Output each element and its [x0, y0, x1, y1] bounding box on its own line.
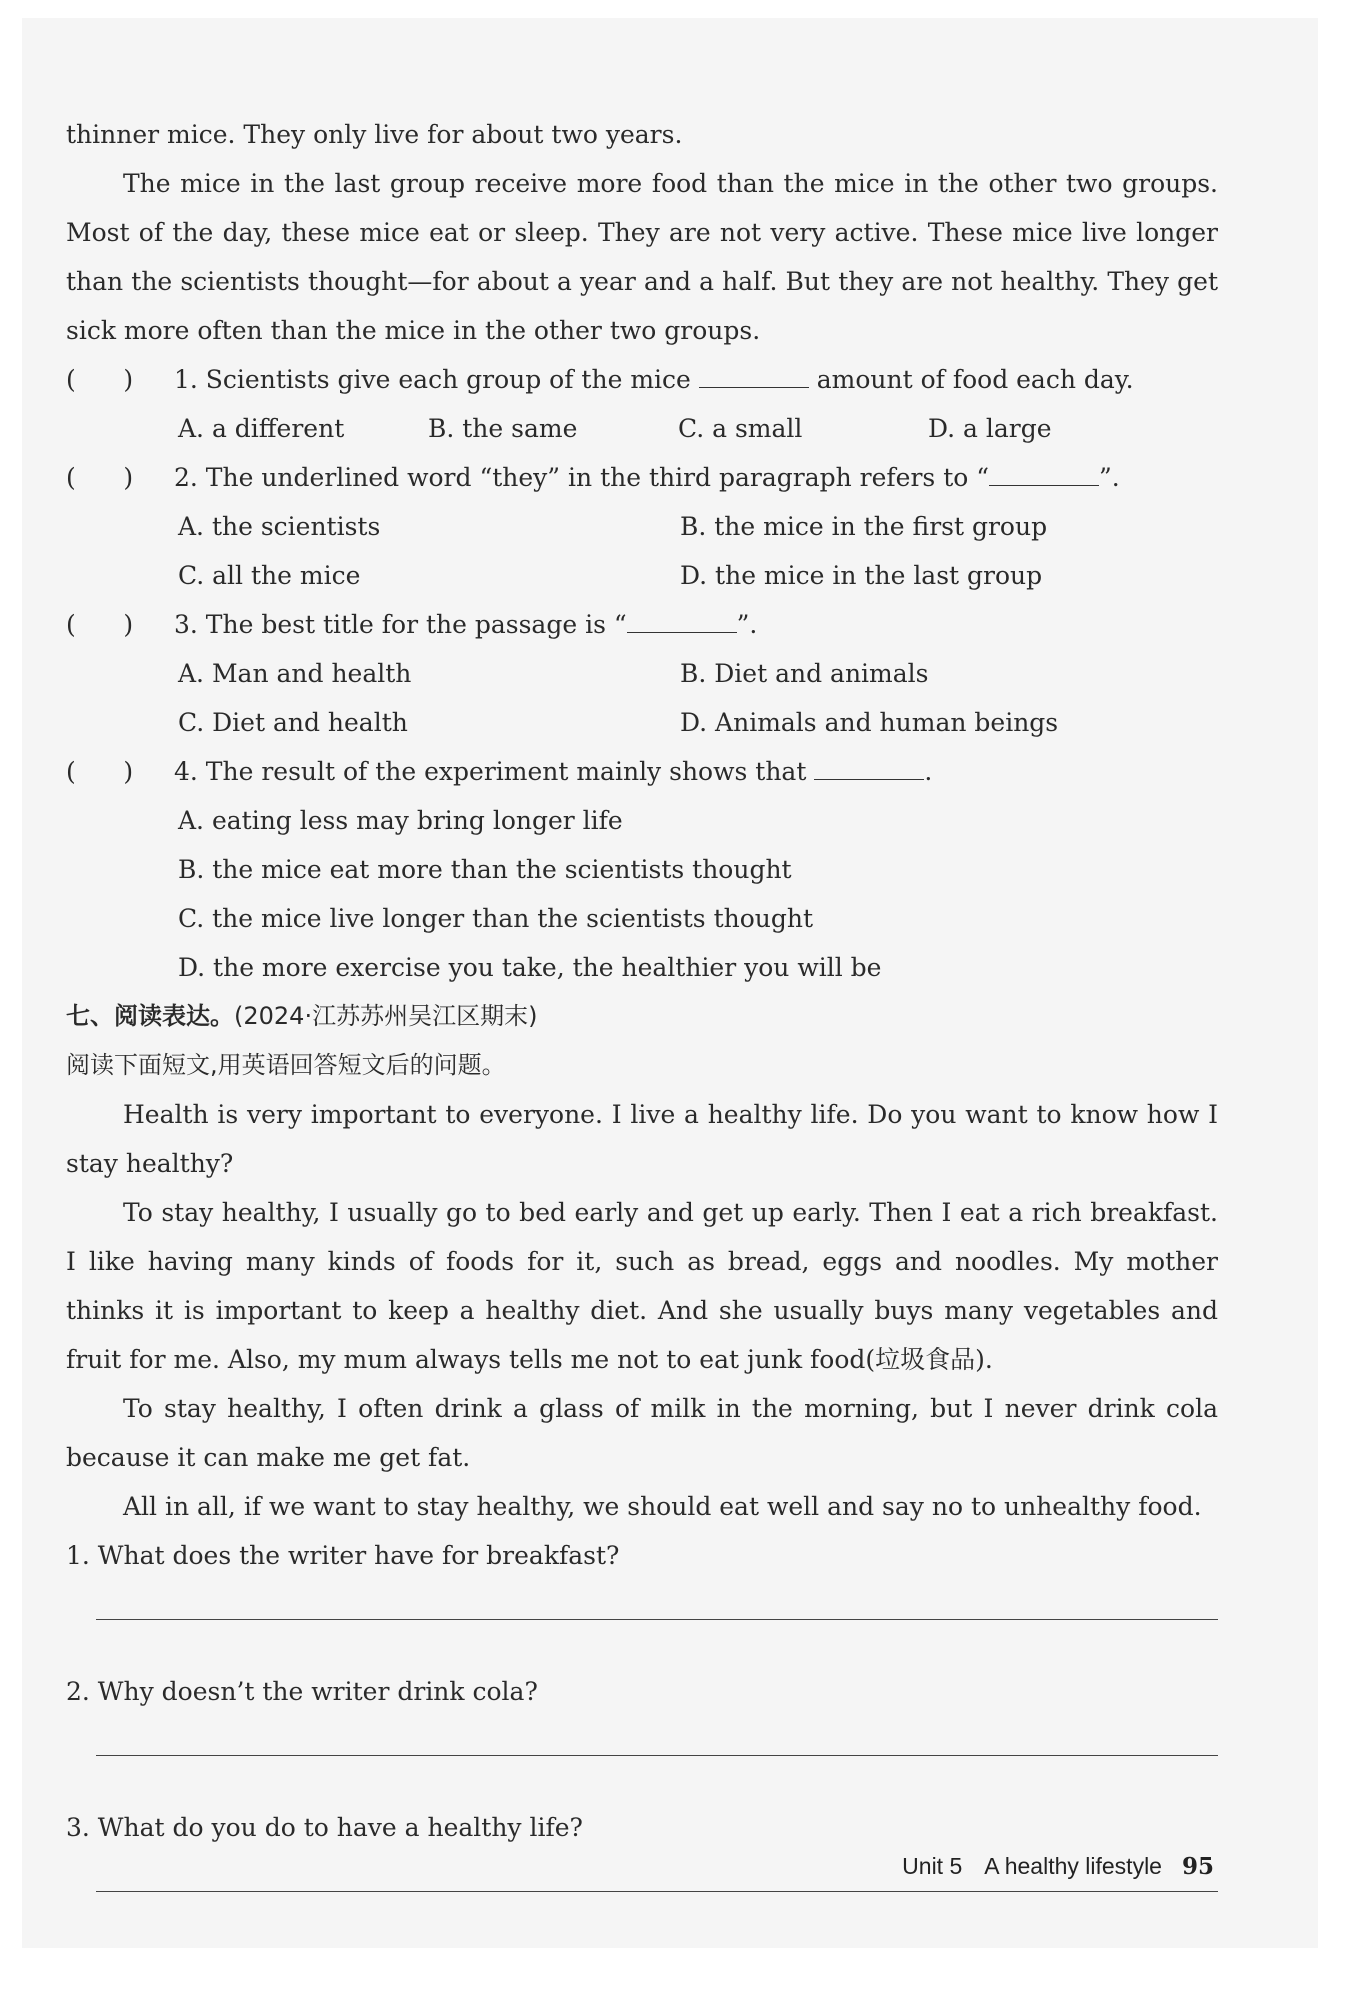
- fill-blank[interactable]: [699, 361, 809, 388]
- answer-line[interactable]: [96, 1890, 1218, 1892]
- answer-line[interactable]: [96, 1618, 1218, 1620]
- open-question-3: 3. What do you do to have a healthy life?: [66, 1813, 583, 1842]
- option-b: B. the same: [428, 414, 578, 443]
- passage-paragraph: thinner mice. They only live for about two years.: [66, 120, 683, 149]
- section-heading: [66, 992, 1218, 1041]
- question-stem: 1. Scientists give each group of the mice amount of food each day.: [174, 355, 1218, 404]
- options-row: [66, 502, 1218, 551]
- reading-paragraph: To stay healthy, I often drink a glass of milk in the morning, but I never drink cola because it can make me get fat.: [66, 1394, 1218, 1472]
- question-3: [66, 600, 1218, 747]
- options-row: [66, 649, 1218, 698]
- open-question-2: 2. Why doesn’t the writer drink cola?: [66, 1677, 538, 1706]
- workbook-page: [22, 18, 1318, 1948]
- footer-unit: Unit 5: [902, 1853, 963, 1879]
- option-c: C. all the mice: [178, 561, 361, 590]
- question-1: [66, 355, 1218, 453]
- reading-paragraph: All in all, if we want to stay healthy, we should eat well and say no to unhealthy food.: [123, 1492, 1202, 1521]
- question-stem: 2. The underlined word “they” in the third paragraph refers to “ ”.: [174, 453, 1218, 502]
- answer-bracket[interactable]: ( ): [66, 463, 134, 492]
- option-b: B. Diet and animals: [680, 659, 929, 688]
- option-d: D. the mice in the last group: [680, 561, 1043, 590]
- question-4: [66, 747, 1218, 992]
- options-row: [66, 551, 1218, 600]
- answer-bracket[interactable]: ( ): [66, 757, 134, 786]
- option-a: A. a different: [178, 414, 345, 443]
- answer-bracket[interactable]: ( ): [66, 610, 134, 639]
- passage-paragraph: The mice in the last group receive more food than the mice in the other two groups. Most of the day, these mice eat or sleep. They are not very active. These mice live longer than the scientists thought—for about a year and a half. But they are not healthy. They get sick more often than the mice in the other two groups.: [66, 169, 1218, 345]
- fill-blank[interactable]: [814, 753, 924, 780]
- section-source: (2024·江苏苏州吴江区期末): [234, 1002, 538, 1030]
- open-question-1: 1. What does the writer have for breakfast?: [66, 1541, 620, 1570]
- answer-line[interactable]: [96, 1754, 1218, 1756]
- page-footer: [902, 1853, 1214, 1880]
- option-d: D. a large: [928, 414, 1052, 443]
- option-c: C. Diet and health: [178, 708, 408, 737]
- option-c: C. the mice live longer than the scientists thought: [178, 904, 814, 933]
- footer-title: A healthy lifestyle: [984, 1853, 1162, 1879]
- answer-bracket[interactable]: ( ): [66, 365, 134, 394]
- option-b: B. the mice in the first group: [680, 512, 1048, 541]
- section-instruction: 阅读下面短文,用英语回答短文后的问题。: [66, 1051, 506, 1079]
- page-content: [66, 110, 1218, 1892]
- reading-paragraph: To stay healthy, I usually go to bed early and get up early. Then I eat a rich breakfast. I like having many kinds of foods for it, such as bread, eggs and noodles. My mother thinks it is important to keep a healthy diet. And she usually buys many vegetables and fruit for me. Also, my mum always tells me not to eat junk food(垃圾食品).: [66, 1198, 1218, 1374]
- question-2: [66, 453, 1218, 600]
- question-stem: 3. The best title for the passage is “ ”.: [174, 600, 1218, 649]
- section-title: 七、阅读表达。: [66, 1002, 234, 1030]
- option-b: B. the mice eat more than the scientists thought: [178, 855, 792, 884]
- option-d: D. the more exercise you take, the healthier you will be: [178, 953, 882, 982]
- option-a: A. Man and health: [178, 659, 412, 688]
- fill-blank[interactable]: [627, 606, 737, 633]
- options-row: [66, 404, 1218, 453]
- option-a: A. the scientists: [178, 512, 381, 541]
- reading-paragraph: Health is very important to everyone. I live a healthy life. Do you want to know how I stay healthy?: [66, 1100, 1218, 1178]
- option-a: A. eating less may bring longer life: [178, 806, 623, 835]
- option-c: C. a small: [678, 414, 803, 443]
- option-d: D. Animals and human beings: [680, 708, 1059, 737]
- page-number: 95: [1181, 1853, 1214, 1880]
- options-row: [66, 698, 1218, 747]
- question-stem: 4. The result of the experiment mainly shows that .: [174, 747, 1218, 796]
- fill-blank[interactable]: [989, 459, 1099, 486]
